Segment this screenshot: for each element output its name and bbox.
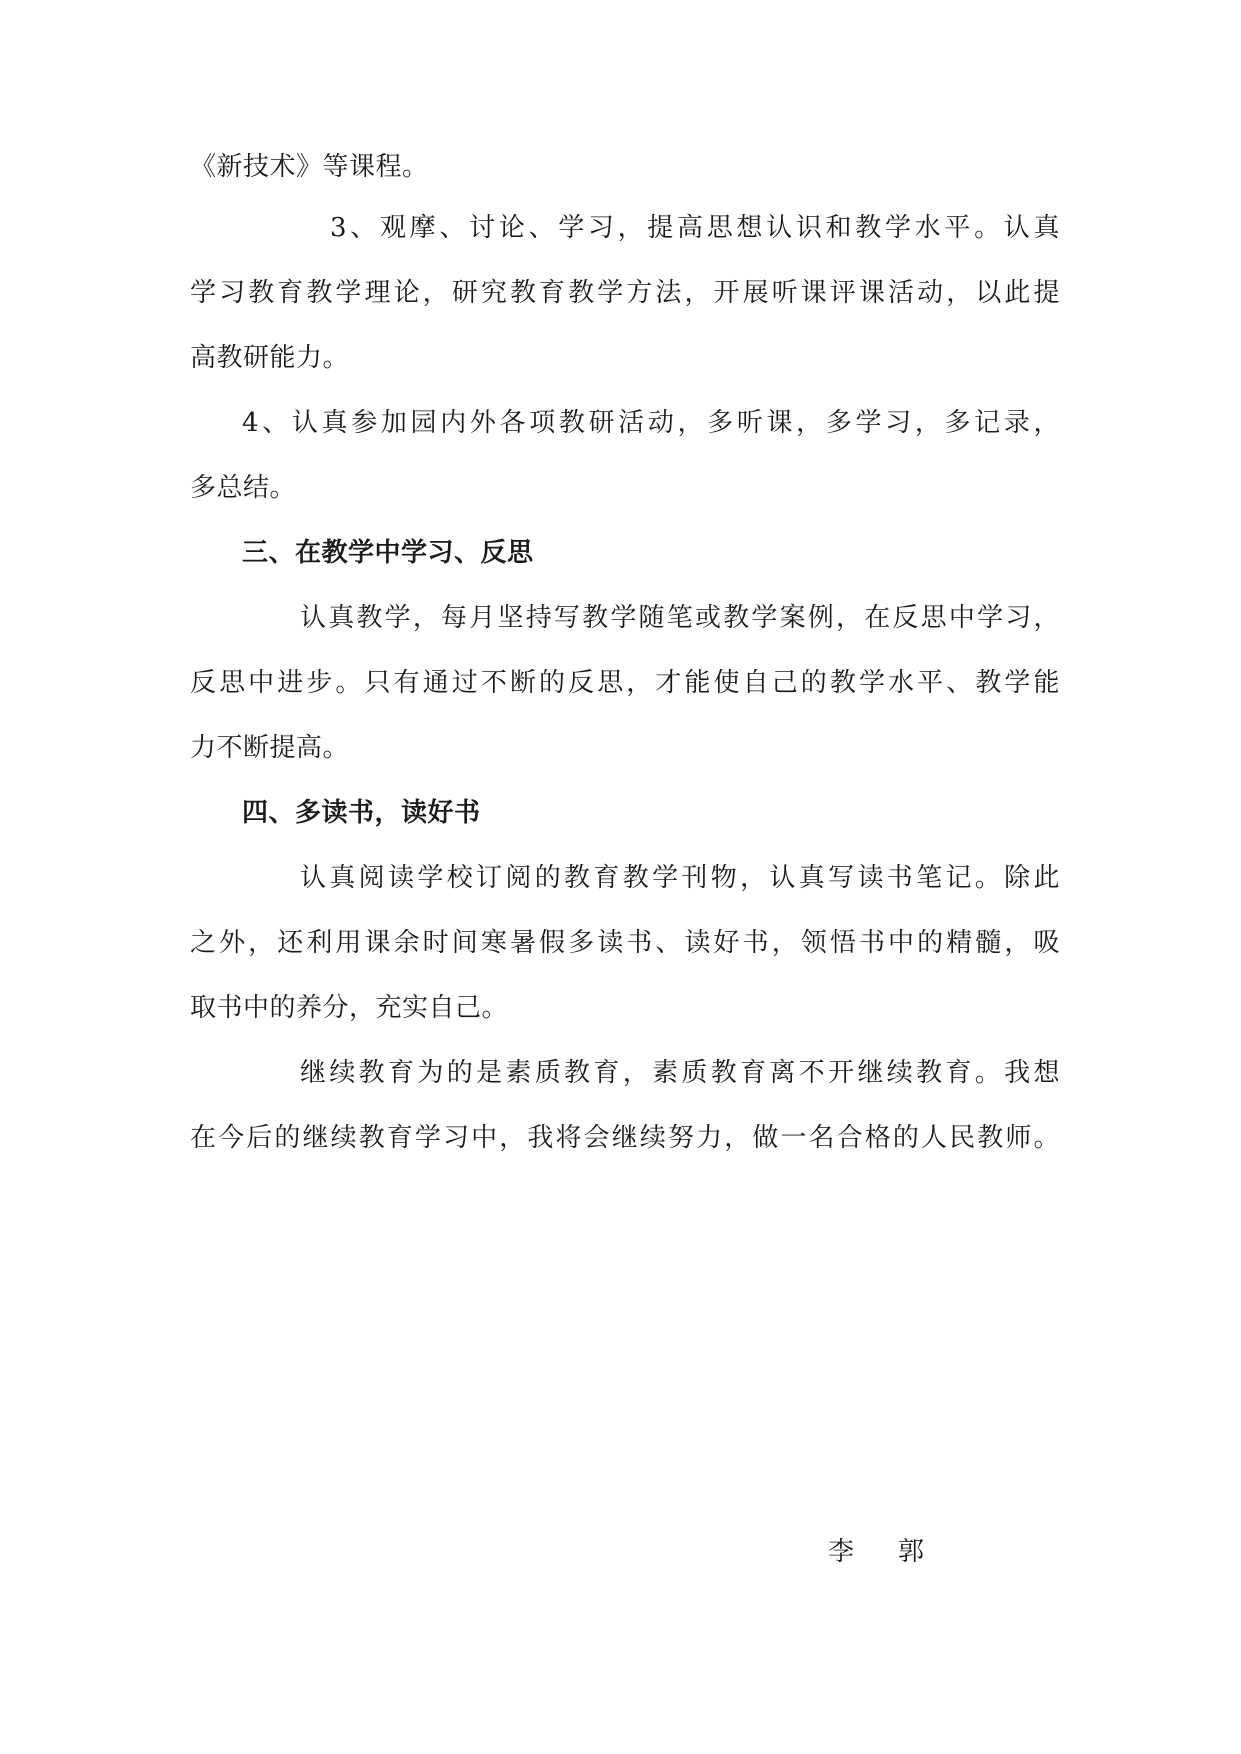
paragraph-line: 学习教育教学理论，研究教育教学方法，开展听课评课活动，以此提 bbox=[190, 278, 1060, 308]
signature bbox=[828, 1534, 924, 1570]
paragraph-line: 在今后的继续教育学习中，我将会继续努力，做一名合格的人民教师。 bbox=[190, 1123, 1060, 1153]
paragraph-line: 继续教育为的是素质教育，素质教育离不开继续教育。我想 bbox=[300, 1058, 1060, 1088]
paragraph-line: 《新技术》等课程。 bbox=[190, 152, 429, 182]
section-heading: 四、多读书，读好书 bbox=[242, 798, 481, 828]
paragraph-line: 力不断提高。 bbox=[190, 733, 350, 763]
paragraph-line: 3、观摩、讨论、学习，提高思想认识和教学水平。认真 bbox=[330, 213, 1060, 243]
paragraph-line: 取书中的养分，充实自己。 bbox=[190, 993, 509, 1023]
paragraph-line: 认真教学，每月坚持写教学随笔或教学案例，在反思中学习， bbox=[300, 603, 1060, 633]
section-heading: 三、在教学中学习、反思 bbox=[242, 538, 534, 568]
signature-first-char: 李 bbox=[828, 1537, 855, 1567]
paragraph-line: 高教研能力。 bbox=[190, 343, 350, 373]
signature-second-char: 郭 bbox=[898, 1537, 925, 1567]
paragraph-line: 之外，还利用课余时间寒暑假多读书、读好书，领悟书中的精髓，吸 bbox=[190, 928, 1060, 958]
paragraph-line: 认真阅读学校订阅的教育教学刊物，认真写读书笔记。除此 bbox=[300, 863, 1060, 893]
paragraph-line: 多总结。 bbox=[190, 473, 297, 503]
paragraph-line: 反思中进步。只有通过不断的反思，才能使自己的教学水平、教学能 bbox=[190, 668, 1060, 698]
paragraph-line: 4、认真参加园内外各项教研活动，多听课，多学习，多记录， bbox=[242, 408, 1060, 438]
